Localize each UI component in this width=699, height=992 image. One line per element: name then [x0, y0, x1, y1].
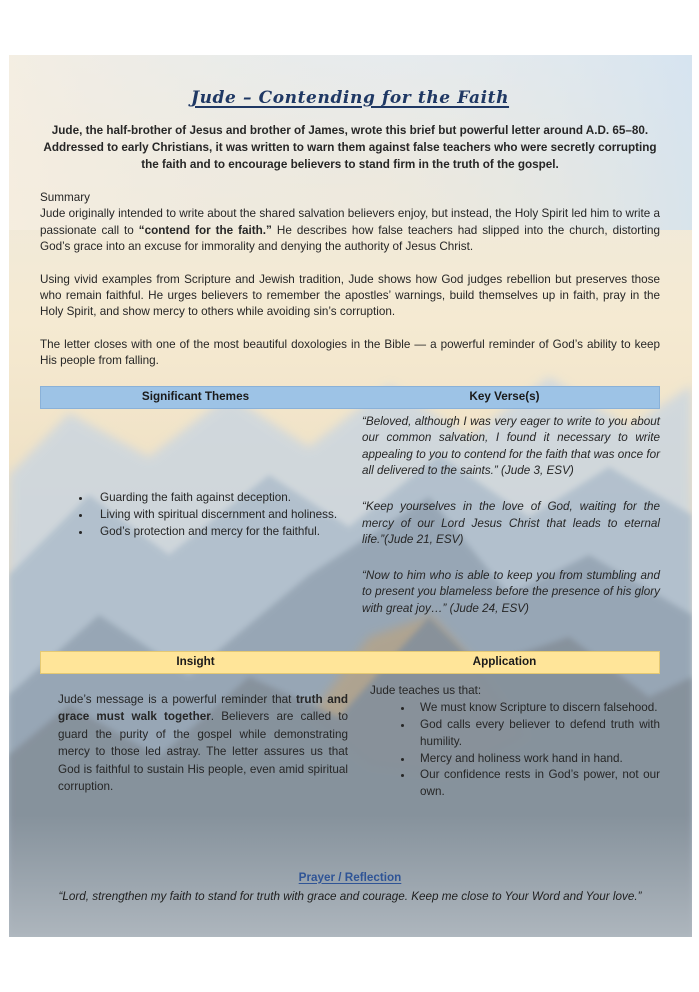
verse-paragraph: “Now to him who is able to keep you from stumbling and to present you blameless before the presence of his glory with great joy…” (Jude 24, ESV) [362, 568, 660, 616]
summary-heading: Summary [40, 191, 91, 205]
application-cell [362, 674, 660, 824]
insight-cell [40, 674, 362, 824]
insight-table-body [40, 674, 660, 824]
themes-list [40, 490, 338, 541]
themes-table-body [40, 409, 660, 623]
key-verses-cell [352, 409, 660, 623]
theme-item: • Living with spiritual discernment and holiness. [92, 507, 338, 524]
insight-paragraph [58, 691, 348, 796]
insight-table [40, 651, 660, 824]
document-content [40, 55, 660, 906]
application-item: • Mercy and holiness work hand in hand. [414, 751, 660, 768]
page-title: Jude – Contending for the Faith [190, 88, 510, 108]
theme-item: • Guarding the faith against deception. [92, 490, 338, 507]
insight-header-cell: Insight [176, 655, 215, 669]
intro-paragraph: Jude, the half-brother of Jesus and brother of James, wrote this brief but powerful letter around A.D. 65–80. Addressed to early Christians, it was written to warn them against false teachers who were secretly corrupting the faith and to encourage believers to stand firm in the truth of the gospel. [43, 124, 657, 171]
application-item: • Our confidence rests in God’s power, not our own. [414, 767, 660, 801]
key-verses-header-cell: Key Verse(s) [469, 389, 540, 403]
themes-cell [40, 409, 352, 623]
application-intro: Jude teaches us that: [370, 683, 482, 697]
summary-paragraph-1-bold: “contend for the faith.” [138, 223, 272, 237]
insight-paragraph-pre: Jude’s message is a powerful reminder that [58, 692, 296, 706]
themes-table-header [40, 386, 660, 409]
insight-paragraph-post: . Believers are called to guard the purity of the gospel while demonstrating mercy to those led astray. The letter assures us that God is faithful to sustain His people, even amid spiritual corruption. [58, 710, 348, 794]
insight-table-header [40, 651, 660, 674]
application-list [370, 700, 660, 802]
application-item: • God calls every believer to defend truth with humility. [414, 717, 660, 751]
verse-paragraph: “Beloved, although I was very eager to write to you about our common salvation, I found it necessary to write appealing to you to contend for the faith that was once for all delivered to the saints.” (Jude 3, ESV) [362, 414, 660, 478]
application-item: • We must know Scripture to discern falsehood. [414, 700, 660, 717]
theme-item: • God’s protection and mercy for the faithful. [92, 524, 338, 541]
summary-paragraph-1-post: He describes how false teachers had slipped into the church, distorting God’s grace into an excuse for immorality and denying the authority of Jesus Christ. [40, 223, 661, 253]
verse-paragraph: “Keep yourselves in the love of God, waiting for the mercy of our Lord Jesus Christ that leads to eternal life.”(Jude 21, ESV) [362, 499, 660, 547]
prayer-section [40, 870, 660, 906]
summary-paragraph-1-pre: Jude originally intended to write about the shared salvation believers enjoy, but instead, the Holy Spirit led him to write a passionate call to [40, 207, 660, 237]
insight-paragraph-bold: truth and grace must walk together [58, 692, 348, 724]
summary-paragraph-3: The letter closes with one of the most beautiful doxologies in the Bible — a powerful reminder of God’s ability to keep His people from falling. [40, 338, 660, 368]
themes-header-cell: Significant Themes [141, 389, 250, 403]
prayer-heading: Prayer / Reflection [298, 870, 402, 884]
summary-section [40, 190, 660, 369]
themes-table [40, 386, 660, 623]
application-header-cell: Application [472, 655, 537, 669]
summary-paragraph-1 [40, 206, 660, 254]
prayer-text: “Lord, strengthen my faith to stand for truth with grace and courage. Keep me close to Your Word and Your love.” [58, 889, 642, 903]
summary-paragraph-2: Using vivid examples from Scripture and Jewish tradition, Jude shows how God judges rebellion but preserves those who remain faithful. He urges believers to remember the apostles’ warnings, build themselves up in faith, pray in the Holy Spirit, and show mercy to others while avoiding sin’s corruption. [40, 272, 660, 319]
